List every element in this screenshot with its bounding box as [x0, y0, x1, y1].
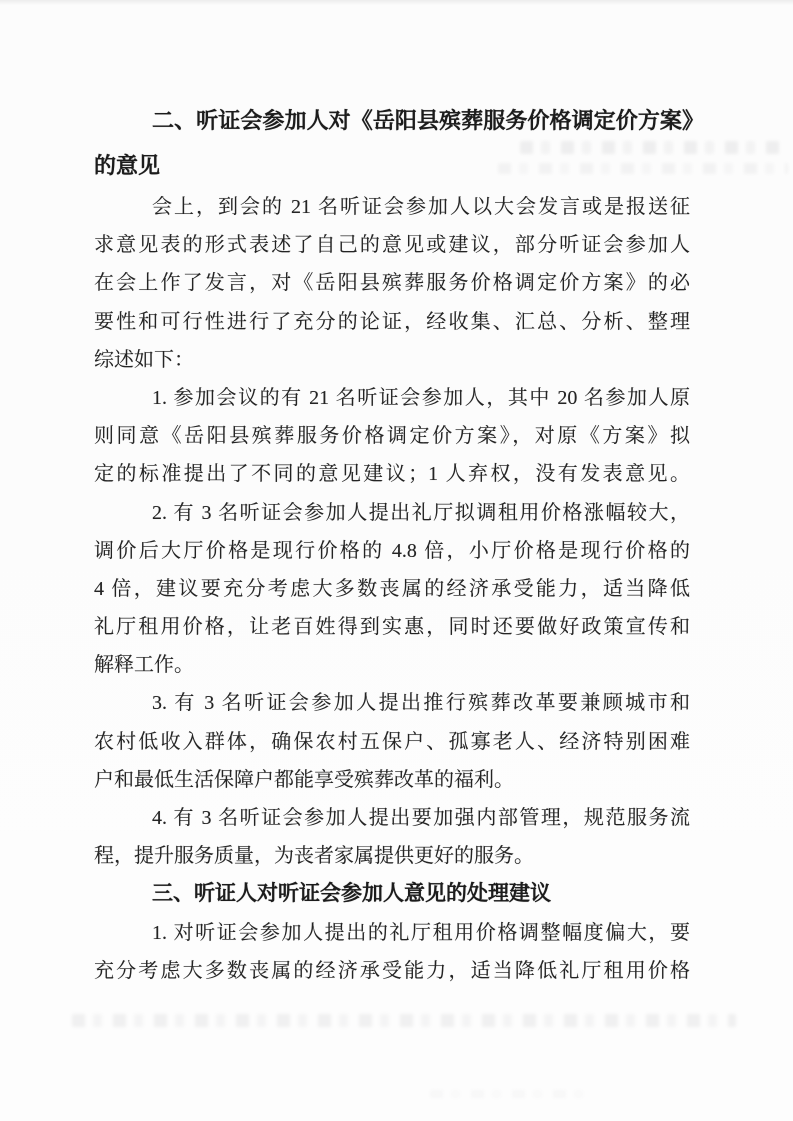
opinion-item-3-line: 户和最低生活保障户都能享受殡葬改革的福利。 — [94, 768, 514, 791]
document-body — [94, 98, 704, 990]
opinion-item-1-line: 则同意《岳阳县殡葬服务价格调定价方案》，对原《方案》拟 — [94, 425, 690, 448]
opinion-item-2-line: 礼厅租用价格，让老百姓得到实惠，同时还要做好政策宣传和 — [94, 616, 690, 639]
opinion-item-1-line: 定的标准提出了不同的意见建议；1 人弃权，没有发表意见。 — [94, 463, 690, 486]
suggestion-item-1-line: 充分考虑大多数丧属的经济承受能力，适当降低礼厅租用价格 — [94, 959, 690, 982]
paragraph-intro-line: 要性和可行性进行了充分的论证，经收集、汇总、分析、整理 — [94, 310, 690, 333]
opinion-item-3-line: 3. 有 3 名听证会参加人提出推行殡葬改革要兼顾城市和 — [152, 692, 690, 715]
bleed-through-artifact — [72, 1014, 736, 1027]
section3-heading-line: 三、听证人对听证会参加人意见的处理建议 — [152, 882, 551, 906]
opinion-item-2-line: 调价后大厅价格是现行价格的 4.8 倍，小厅价格是现行价格的 — [94, 539, 690, 562]
paragraph-intro-line: 综述如下： — [94, 348, 194, 371]
opinion-item-3-line: 农村低收入群体，确保农村五保户、孤寡老人、经济特别困难 — [94, 730, 690, 753]
section2-heading-line1: 二、听证会参加人对《岳阳县殡葬服务价格调定价方案》 — [152, 108, 704, 133]
bleed-through-artifact — [430, 1090, 590, 1098]
opinion-item-2-line: 4 倍，建议要充分考虑大多数丧属的经济承受能力，适当降低 — [94, 577, 690, 600]
opinion-item-4-line: 程，提升服务质量，为丧者家属提供更好的服务。 — [94, 845, 534, 868]
opinion-item-1-line: 1. 参加会议的有 21 名听证会参加人，其中 20 名参加人原 — [152, 386, 690, 409]
section2-heading-line2: 的意见 — [94, 153, 161, 178]
paragraph-intro-line: 求意见表的形式表述了自己的意见或建议，部分听证会参加人 — [94, 234, 690, 257]
paragraph-intro-line: 会上，到会的 21 名听证会参加人以大会发言或是报送征 — [152, 196, 690, 218]
paragraph-intro-line: 在会上作了发言，对《岳阳县殡葬服务价格调定价方案》的必 — [94, 272, 690, 295]
suggestion-item-1-line: 1. 对听证会参加人提出的礼厅租用价格调整幅度偏大，要 — [152, 921, 690, 944]
opinion-item-2-line: 解释工作。 — [94, 654, 194, 677]
opinion-item-2-line: 2. 有 3 名听证会参加人提出礼厅拟调租用价格涨幅较大， — [152, 501, 690, 524]
opinion-item-4-line: 4. 有 3 名听证会参加人提出要加强内部管理，规范服务流 — [152, 807, 690, 829]
